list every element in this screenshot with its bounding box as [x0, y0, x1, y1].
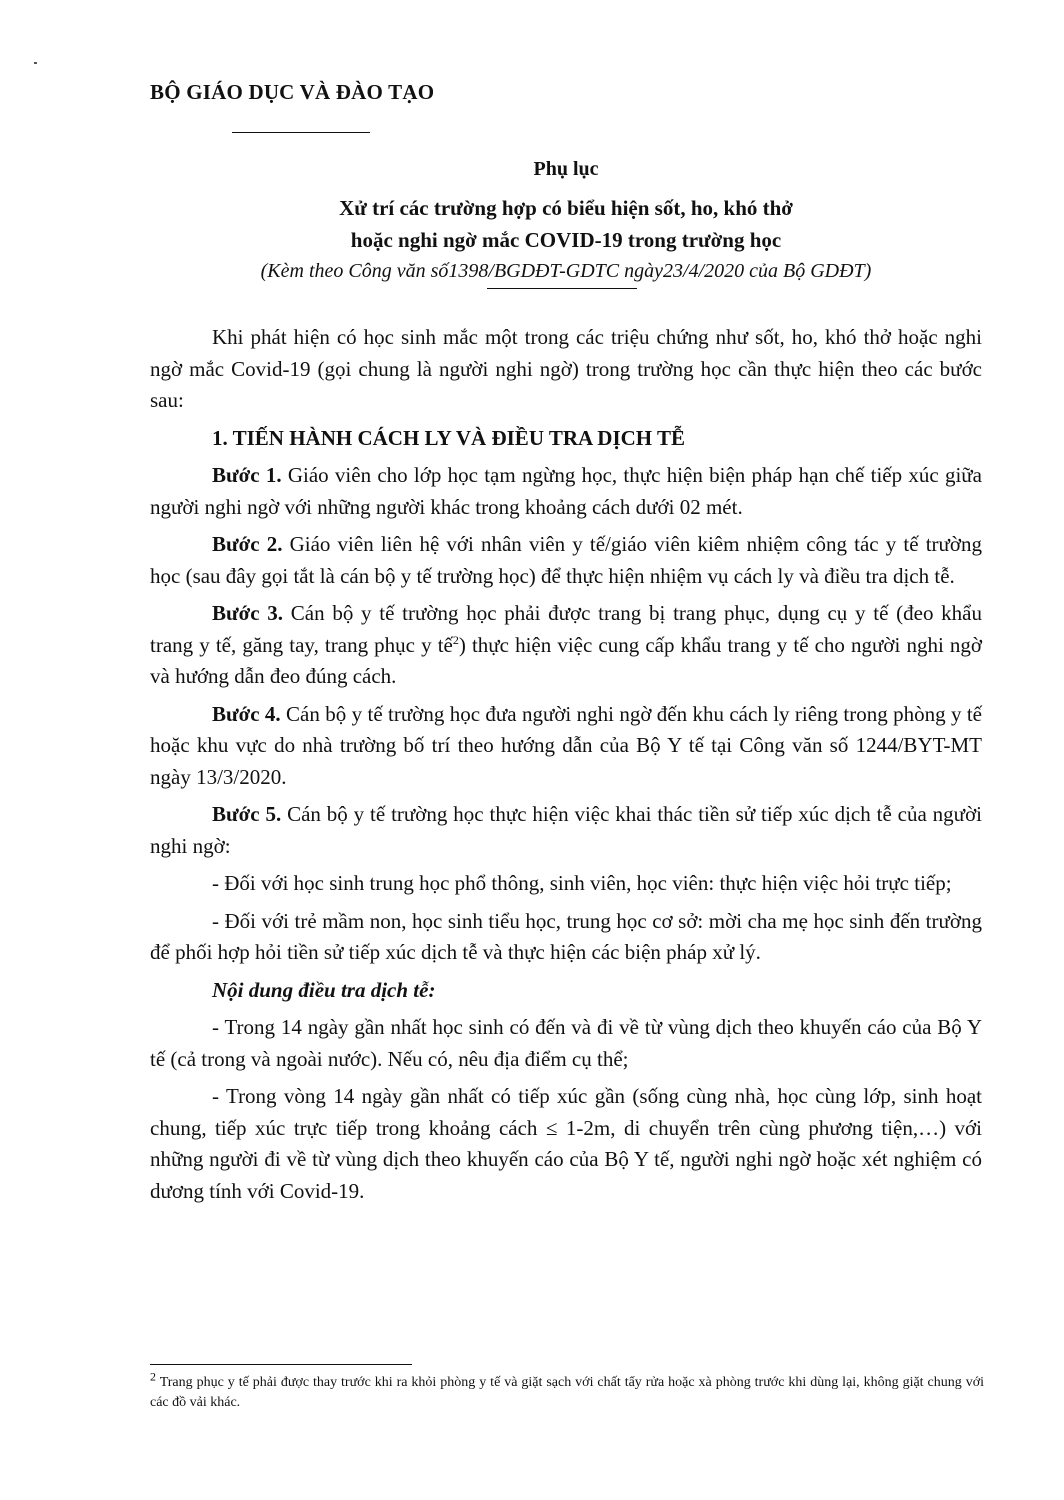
footnote-text: Trang phục y tế phải được thay trước khi ra khỏi phòng y tế và giặt sạch với chất tẩy rửa hoặc xà phòng trước khi dùng lại, không giặt chung với các đồ vải khác. [150, 1375, 984, 1410]
footnote [150, 1369, 984, 1413]
step-4-text: Cán bộ y tế trường học đưa người nghi ngờ đến khu cách ly riêng trong phòng y tế hoặc khu vực do nhà trường bố trí theo hướng dẫn của Bộ Y tế tại Công văn số 1244/BYT-MT ngày 13/3/2020. [150, 701, 982, 789]
step-2-label: Bước 2. [212, 532, 283, 556]
step-5-text: Cán bộ y tế trường học thực hiện việc khai thác tiền sử tiếp xúc dịch tễ của người nghi ngờ: [150, 802, 983, 858]
step-2-paragraph [150, 529, 982, 592]
scan-speck [34, 62, 37, 64]
step-3-text-b: ) thực hiện việc cung cấp khẩu trang y tế cho người nghi ngờ và hướng dẫn đeo đúng cách. [150, 632, 982, 688]
step-5-paragraph [150, 799, 982, 862]
step-3-label: Bước 3. [212, 601, 284, 625]
document-body [150, 322, 982, 1213]
step-5-item-1: - Đối với học sinh trung học phổ thông, sinh viên, học viên: thực hiện việc hỏi trực tiếp; [212, 871, 952, 895]
step-5-item-2: - Đối với trẻ mầm non, học sinh tiểu học, trung học cơ sở: mời cha mẹ học sinh đến trường để phối hợp hỏi tiền sử tiếp xúc dịch tễ và thực hiện các biện pháp xử lý. [150, 908, 982, 964]
step-3-paragraph [150, 598, 982, 693]
title-underline [487, 288, 637, 289]
step-1-paragraph [150, 460, 982, 523]
title-line-1: Xử trí các trường hợp có biểu hiện sốt, ho, khó thở [339, 196, 793, 220]
intro-paragraph: Khi phát hiện có học sinh mắc một trong các triệu chứng như sốt, ho, khó thở hoặc nghi ngờ mắc Covid-19 (gọi chung là người nghi ngờ) trong trường học cần thực hiện theo các bước sau: [150, 325, 982, 412]
step-5-label: Bước 5. [212, 802, 282, 826]
subtitle-reference: (Kèm theo Công văn số1398/BGDĐT-GDTC ngày23/4/2020 của Bộ GDĐT) [260, 260, 872, 282]
step-4-paragraph [150, 699, 982, 794]
appendix-label: Phụ lục [533, 158, 599, 180]
step-4-label: Bước 4. [212, 701, 281, 726]
step-2-text: Giáo viên liên hệ với nhân viên y tế/giáo viên kiêm nhiệm công tác y tế trường học (sau đây gọi tắt là cán bộ y tế trường học) để thực hiện nhiệm vụ cách ly và điều tra dịch tễ. [150, 532, 983, 588]
investigation-item-1: - Trong 14 ngày gần nhất học sinh có đến và đi về từ vùng dịch theo khuyến cáo của Bộ Y tế (cả trong và ngoài nước). Nếu có, nêu địa điểm cụ thể; [150, 1015, 982, 1071]
title-line-2: hoặc nghi ngờ mắc COVID-19 trong trường học [350, 228, 782, 252]
step-3-text-a: Cán bộ y tế trường học phải được trang bị trang phục, dụng cụ y tế (đeo khẩu trang y tế, găng tay, trang phục y tế [150, 601, 982, 657]
investigation-item-2: - Trong vòng 14 ngày gần nhất có tiếp xúc gần (sống cùng nhà, học cùng lớp, sinh hoạt chung, tiếp xúc trực tiếp trong khoảng cách ≤ 1-2m, di chuyển trên cùng phương tiện,…) với những người đi về từ vùng dịch theo khuyến cáo của Bộ Y tế, người nghi ngờ hoặc xét nghiệm có dương tính với Covid-19. [150, 1084, 982, 1203]
footnote-marker: 2 [150, 1369, 156, 1384]
ministry-name: BỘ GIÁO DỤC VÀ ĐÀO TẠO [150, 80, 435, 104]
ministry-underline [232, 132, 370, 133]
step-1-label: Bước 1. [212, 463, 282, 487]
step-1-text: Giáo viên cho lớp học tạm ngừng học, thực hiện biện pháp hạn chế tiếp xúc giữa người nghi ngờ với những người khác trong khoảng cách dưới 02 mét. [150, 463, 982, 519]
investigation-heading: Nội dung điều tra dịch tễ: [212, 977, 436, 1002]
footnote-ref: 2 [452, 632, 459, 647]
footnote-separator [150, 1364, 412, 1365]
section-1-heading: 1. TIẾN HÀNH CÁCH LY VÀ ĐIỀU TRA DỊCH TỄ [212, 425, 686, 450]
